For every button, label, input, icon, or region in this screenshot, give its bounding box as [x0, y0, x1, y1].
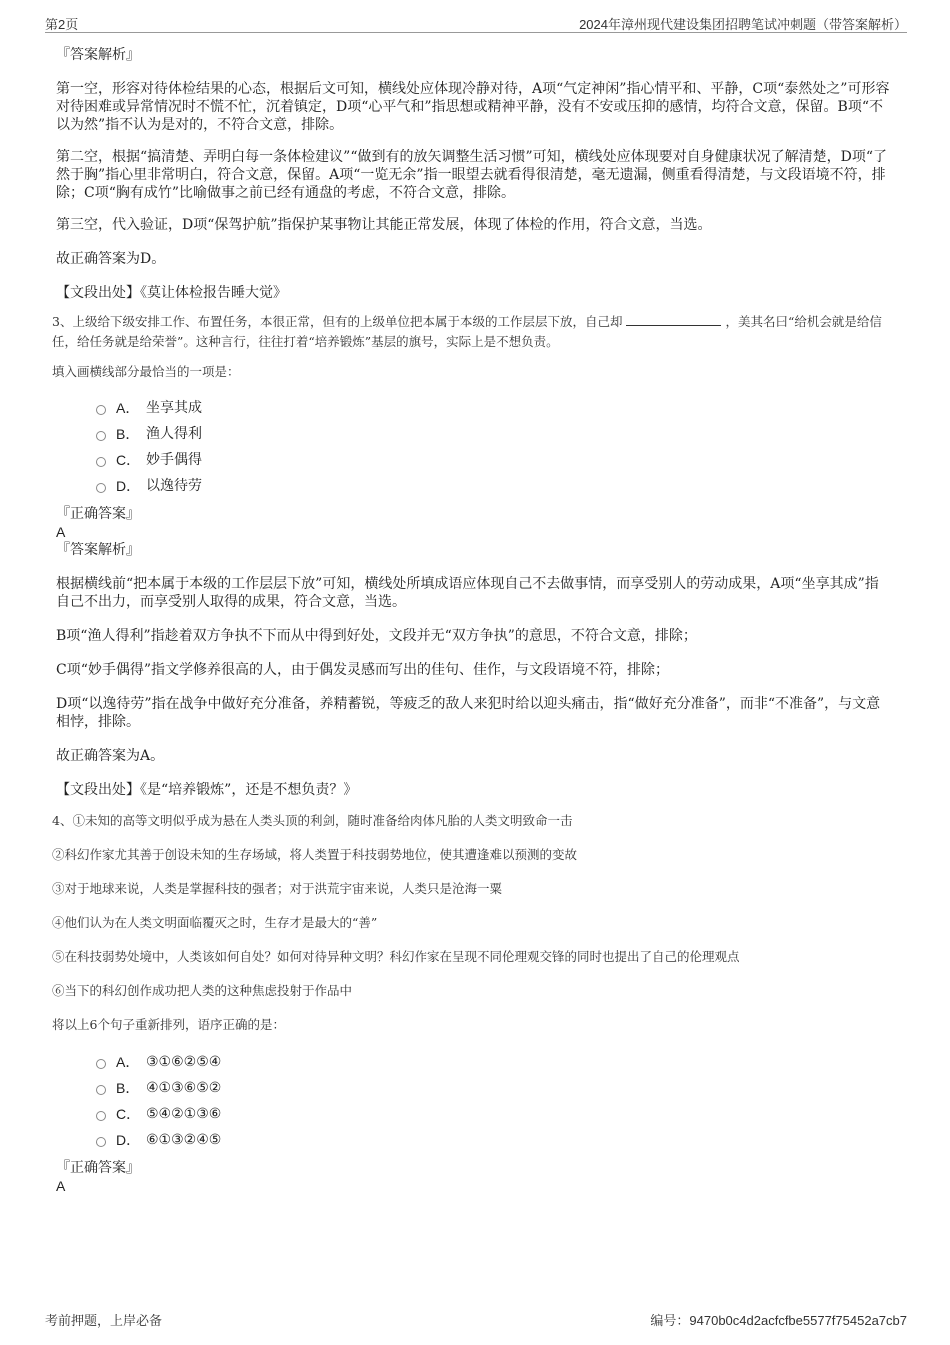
fill-blank: [626, 313, 721, 326]
question-stem: 3、上级给下级安排工作、布置任务，本很正常，但有的上级单位把本属于本级的工作层层下放，自己却 ，美其名曰“给机会就是给信任，给任务就是给荣誉”。这种言行，往往打着“培养锻炼”基层的旗号，实际上是不想负责。: [52, 314, 882, 349]
option-list: [56, 1049, 891, 1153]
page-header: [45, 12, 907, 33]
sentence-item: ③对于地球来说，人类是掌握科技的强者；对于洪荒宇宙来说，人类只是沧海一粟: [52, 881, 503, 896]
analysis-paragraph: 第三空，代入验证，D项“保驾护航”指保护某事物让其能正常发展，体现了体检的作用，符合文意，当选。: [56, 217, 712, 233]
conclusion: 故正确答案为A。: [56, 748, 165, 764]
conclusion: 故正确答案为D。: [56, 251, 166, 267]
radio-icon[interactable]: [96, 405, 106, 415]
footer-slogan: 考前押题，上岸必备: [45, 1313, 163, 1328]
radio-icon[interactable]: [96, 483, 106, 493]
sentence-item: ⑥当下的科幻创作成功把人类的这种焦虑投射于作品中: [52, 983, 353, 998]
analysis-label: 『答案解析』: [56, 47, 140, 63]
radio-icon[interactable]: [96, 1111, 106, 1121]
radio-icon[interactable]: [96, 457, 106, 467]
analysis-label: 『答案解析』: [56, 542, 140, 558]
sentence-item: ④他们认为在人类文明面临覆灭之时，生存才是最大的“善”: [52, 915, 378, 930]
option-d[interactable]: D． ⑥①③②④⑤: [96, 1127, 891, 1153]
option-a[interactable]: A． 坐享其成: [96, 395, 891, 421]
sentence-item: 4、①未知的高等文明似乎成为悬在人类头顶的利剑，随时准备给肉体凡胎的人类文明致命一击: [52, 813, 573, 828]
text-source: 【文段出处】《莫让体检报告睡大觉》: [56, 285, 287, 301]
analysis-paragraph: C项“妙手偶得”指文学修养很高的人，由于偶发灵感而写出的佳句、佳作，与文段语境不符，排除；: [56, 662, 670, 678]
correct-answer: A: [56, 1178, 66, 1194]
sentence-item: ⑤在科技弱势处境中，人类该如何自处？如何对待异种文明？科幻作家在呈现不同伦理观交锋的同时也提出了自己的伦理观点: [52, 949, 740, 964]
document-title: 2024年漳州现代建设集团招聘笔试冲刺题（带答案解析）: [579, 17, 907, 32]
text-source: 【文段出处】《是“培养锻炼”，还是不想负责？》: [56, 782, 358, 798]
analysis-paragraph: 第二空，根据“搞清楚、弄明白每一条体检建议”“做到有的放矢调整生活习惯”可知，横线处应体现要对自身健康状况了解清楚，D项“了然于胸”指心里非常明白，符合文意，保留。A项“一览无余”指一眼望去就看得很清楚，毫无遗漏，侧重看得清楚，与文段语境不符，排除；C项“胸有成竹”比喻做事之前已经有通盘的考虑，不符合文意，排除。: [56, 149, 888, 201]
analysis-paragraph: D项“以逸待劳”指在战争中做好充分准备，养精蓄锐，等疲乏的敌人来犯时给以迎头痛击，指“做好充分准备”，而非“不准备”，与文意相悖，排除。: [56, 696, 881, 730]
question-prompt: 填入画横线部分最恰当的一项是：: [52, 364, 240, 379]
radio-icon[interactable]: [96, 1059, 106, 1069]
page-number: 第2页: [45, 17, 79, 32]
option-c[interactable]: C． 妙手偶得: [96, 447, 891, 473]
sentence-item: ②科幻作家尤其善于创设未知的生存场域，将人类置于科技弱势地位，使其遭逢难以预测的变故: [52, 847, 578, 862]
option-b[interactable]: B． 渔人得利: [96, 421, 891, 447]
option-c[interactable]: C． ⑤④②①③⑥: [96, 1101, 891, 1127]
option-d[interactable]: D． 以逸待劳: [96, 473, 891, 499]
page-footer: [45, 1310, 907, 1329]
option-a[interactable]: A． ③①⑥②⑤④: [96, 1049, 891, 1075]
question-prompt: 将以上6个句子重新排列，语序正确的是：: [52, 1017, 285, 1032]
option-list: [56, 395, 891, 499]
radio-icon[interactable]: [96, 1085, 106, 1095]
document-content: [52, 40, 891, 1195]
correct-answer: A: [56, 524, 66, 540]
radio-icon[interactable]: [96, 431, 106, 441]
correct-answer-label: 『正确答案』: [56, 1160, 140, 1176]
option-b[interactable]: B． ④①③⑥⑤②: [96, 1075, 891, 1101]
document-code: 编号：9470b0c4d2acfcfbe5577f75452a7cb7: [650, 1313, 907, 1328]
analysis-paragraph: 根据横线前“把本属于本级的工作层层下放”可知，横线处所填成语应体现自己不去做事情，而享受别人的劳动成果，A项“坐享其成”指自己不出力，而享受别人取得的成果，符合文意，当选。: [56, 576, 879, 610]
radio-icon[interactable]: [96, 1137, 106, 1147]
analysis-paragraph: B项“渔人得利”指趁着双方争执不下而从中得到好处，文段并无“双方争执”的意思，不符合文意，排除；: [56, 628, 697, 644]
analysis-paragraph: 第一空，形容对待体检结果的心态，根据后文可知，横线处应体现冷静对待，A项“气定神闲”指心情平和、平静，C项“泰然处之”可形容对待困难或异常情况时不慌不忙，沉着镇定，D项“心平气和”指思想或精神平静，没有不安或压抑的感情，均符合文意，保留。B项“不以为然”指不认为是对的，不符合文意，排除。: [56, 81, 890, 133]
correct-answer-label: 『正确答案』: [56, 506, 140, 522]
